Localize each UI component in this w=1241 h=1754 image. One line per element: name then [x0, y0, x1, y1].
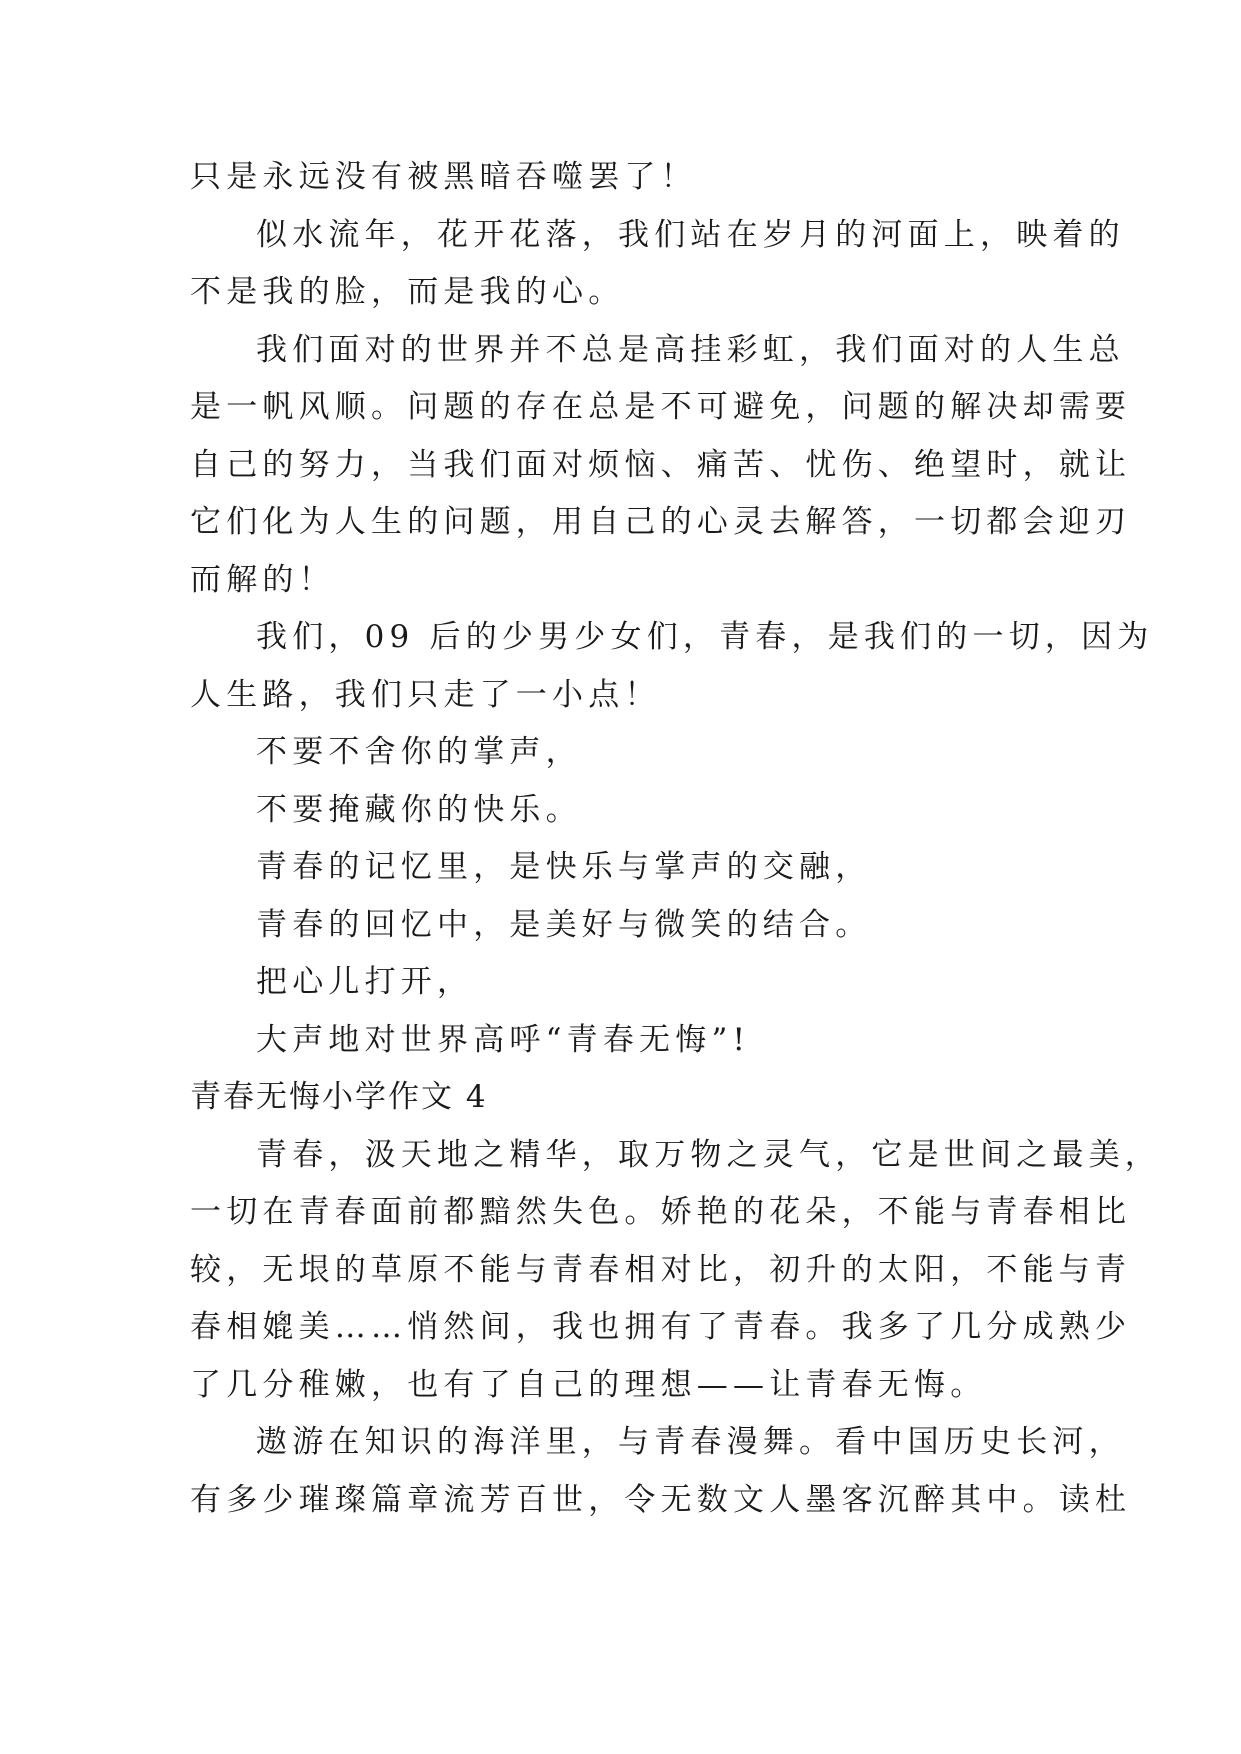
text-line: 不是我的脸，而是我的心。	[190, 274, 625, 310]
text-line: 人生路，我们只走了一小点！	[190, 677, 661, 713]
text-line: 似水流年，花开花落，我们站在岁月的河面上，映着的	[256, 217, 1125, 253]
text-line: 我们，09 后的少男少女们，青春，是我们的一切，因为	[256, 619, 1154, 655]
text-line: 遨游在知识的海洋里，与青春漫舞。看中国历史长河，	[256, 1424, 1125, 1460]
text-line: 只是永远没有被黑暗吞噬罢了！	[190, 159, 697, 195]
text-line: 青春的记忆里，是快乐与掌声的交融，	[256, 849, 872, 885]
text-line: 不要不舍你的掌声，	[256, 734, 582, 770]
text-line: 大声地对世界高呼“青春无悔”!	[256, 1022, 751, 1058]
text-line: 把心儿打开，	[256, 964, 474, 1000]
text-line: 不要掩藏你的快乐。	[256, 792, 582, 828]
text-line: 而解的！	[190, 562, 335, 598]
text-line: 了几分稚嫩，也有了自己的理想——让青春无悔。	[190, 1367, 987, 1403]
section-heading: 青春无悔小学作文 4	[190, 1079, 488, 1115]
text-line: 我们面对的世界并不总是高挂彩虹，我们面对的人生总	[256, 332, 1125, 368]
text-line: 青春，汲天地之精华，取万物之灵气，它是世间之最美，	[256, 1137, 1161, 1173]
text-line: 它们化为人生的问题，用自己的心灵去解答，一切都会迎刃	[190, 504, 1132, 540]
text-line: 自己的努力，当我们面对烦恼、痛苦、忧伤、绝望时，就让	[190, 447, 1132, 483]
text-line: 较，无垠的草原不能与青春相对比，初升的太阳，不能与青	[190, 1252, 1132, 1288]
text-line: 一切在青春面前都黯然失色。娇艳的花朵，不能与青春相比	[190, 1194, 1132, 1230]
text-line: 是一帆风顺。问题的存在总是不可避免，问题的解决却需要	[190, 389, 1132, 425]
text-line: 有多少璀璨篇章流芳百世，令无数文人墨客沉醉其中。读杜	[190, 1482, 1132, 1518]
text-line: 青春的回忆中，是美好与微笑的结合。	[256, 907, 872, 943]
text-line: 春相媲美……悄然间，我也拥有了青春。我多了几分成熟少	[190, 1309, 1132, 1345]
